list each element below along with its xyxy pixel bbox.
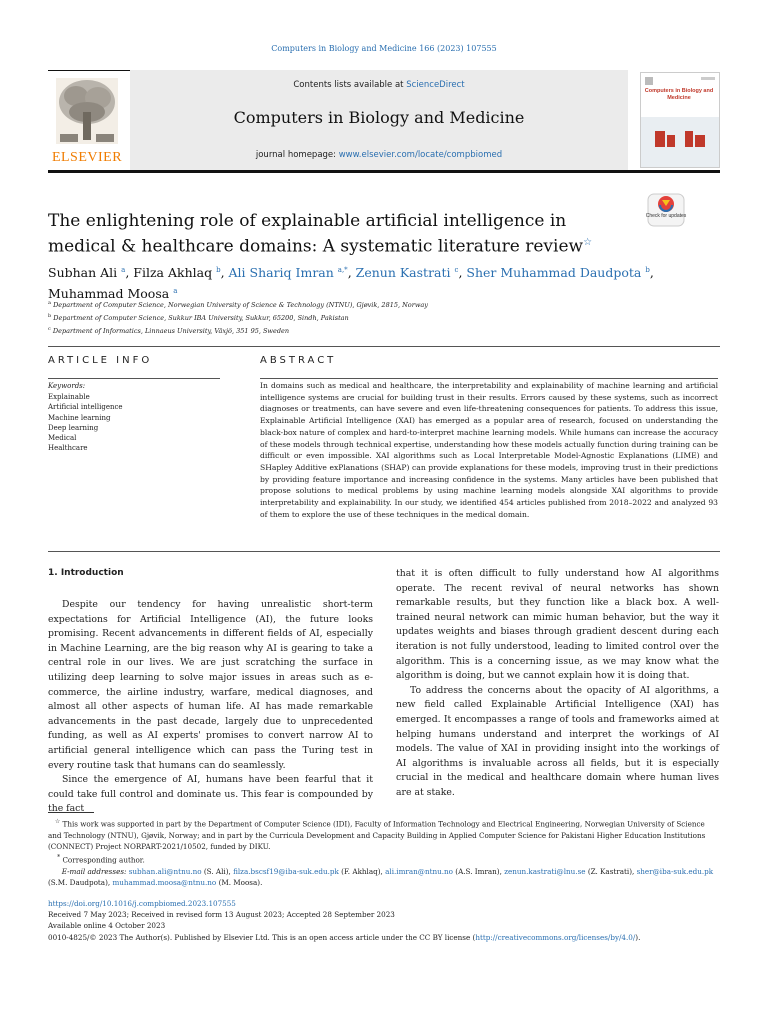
paragraph: Despite our tendency for having unrealistic short-term expectations for Artificial Intelligence (AI), the future looks promising. Recent advancements in different fields of AI, especially in Machine Learning, are the big reason why AI is gearing to take a central role in our lives. We are just scratching the surface in utilizing deep learning to solve major issues in areas such as e-commerce, the airline industry, warfare, medical diagnoses, and almost all other aspects of human life. AI has made remarkable advancements in the past decade, largely due to unprecedented funding, as well as AI experts' promises to convert narrow AI to artificial general intelligence which can pass the Turing test in every routine task that humans can do seamlessly. <box>48 599 373 771</box>
body-column-left <box>48 598 373 817</box>
journal-cover-thumbnail[interactable] <box>640 72 720 168</box>
article-info-rule <box>48 378 220 379</box>
license-link[interactable]: http://creativecommons.org/licenses/by/4.0/ <box>475 932 636 942</box>
sciencedirect-link[interactable]: ScienceDirect <box>406 80 465 90</box>
article-title <box>48 210 638 258</box>
email-link[interactable]: filza.bscsf19@iba-suk.edu.pk <box>233 866 339 876</box>
contents-available-line <box>130 80 628 90</box>
available-online: Available online 4 October 2023 <box>48 921 166 931</box>
affiliation: $^c$ Department of Informatics, Linnaeus University, Växjö, 351 95, Sweden <box>48 326 290 336</box>
license-line: 0010-4825/© 2023 The Author(s). Published by Elsevier Ltd. This is an open access article under the CC BY license (http://creativecommons.org/licenses/by/4.0/). <box>48 932 641 942</box>
email-link[interactable]: sher@iba-suk.edu.pk <box>636 866 714 876</box>
check-for-updates-icon[interactable] <box>646 192 686 228</box>
footnotes <box>48 816 720 888</box>
author-link[interactable]: Sher Muhammad Daudpota $^b$ <box>466 265 650 281</box>
email-link[interactable]: zenun.kastrati@lnu.se <box>504 866 586 876</box>
email-footnote: E-mail addresses: subhan.ali@ntnu.no (S. Ali), filza.bscsf19@iba-suk.edu.pk (F. Akhlaq), ali.imran@ntnu.no (A.S. Imran), zenun.kastrati@lnu.se (Z. Kastrati), sher@iba-suk.edu.pk (S.M. Daudpota), muhammad.moosa@ntnu.no (M. Moosa). <box>48 866 714 887</box>
author: Filza Akhlaq $^b$ <box>133 265 221 281</box>
funding-footnote: ☆ This work was supported in part by the Department of Computer Science (IDI), Faculty of Information Technology and Electrical Engineering, Norwegian University of Science and Technology (NTNU), Gjøvik, Norway; and in part by the Curricula Development and Capacity Building in Applied Computer Science for Pakistani Higher Education Institutions (CONNECT) Project NORPART-2021/10502, funded by DIKU. <box>48 818 706 851</box>
author-link[interactable]: Ali Shariq Imran $^{a,*}$ <box>228 265 348 281</box>
contents-prefix: Contents lists available at <box>293 80 407 90</box>
author: Subhan Ali $^a$ <box>48 265 126 281</box>
keywords-label: Keywords: <box>48 382 86 390</box>
email-link[interactable]: subhan.ali@ntnu.no <box>128 866 202 876</box>
article-info-top-rule <box>48 346 720 347</box>
elsevier-wordmark: ELSEVIER <box>51 150 123 165</box>
paragraph: that it is often difficult to fully understand how AI algorithms operate. The recent revival of neural networks has shown remarkable results, but they function like a black box. A well-trained neural network can mimic human behavior, but the way it updates weights and biases through gradient descent during each iteration is not fully understood, leading to limited control over the algorithm. This is a concerning issue, as we may know what the algorithm is doing, but we cannot explain how it is doing that. <box>396 568 719 682</box>
check-for-updates-label: Check for updates <box>645 213 687 219</box>
journal-reference[interactable]: Computers in Biology and Medicine 166 (2023) 107555 <box>271 44 497 53</box>
publication-info <box>48 898 728 943</box>
footnote-rule <box>48 812 94 813</box>
body-column-right <box>396 567 719 801</box>
abstract-heading: ABSTRACT <box>260 355 337 366</box>
journal-homepage-link[interactable]: www.elsevier.com/locate/compbiomed <box>338 150 503 160</box>
affiliation: $^a$ Department of Computer Science, Norwegian University of Science & Technology (NTNU), Gjøvik, 2815, Norway <box>48 300 428 310</box>
author: Muhammad Moosa $^a$ <box>48 286 178 302</box>
paragraph: To address the concerns about the opacity of AI algorithms, a new field called Explainable Artificial Intelligence (XAI) has emerged. It encompasses a range of tools and frameworks aimed at helping humans understand and interpret the workings of AI models. The value of XAI in providing insight into the workings of AI algorithms is invaluable across all fields, but it is especially crucial in the medical and healthcare domain where human lives are at stake. <box>396 684 719 798</box>
article-title-text: The enlightening role of explainable artificial intelligence in medical & healthcare domains: A systematic literature review <box>48 211 584 257</box>
corresponding-footnote: * Corresponding author. <box>57 854 145 865</box>
author-list: Subhan Ali $^a$, Filza Akhlaq $^b$, Ali Shariq Imran $^{a,*}$, Zenun Kastrati $^c$, Sher Muhammad Daudpota $^b$, Muhammad Moosa $^a$ <box>48 265 654 302</box>
cover-journal-title: Computers in Biology and Medicine <box>644 88 714 101</box>
article-info-heading: ARTICLE INFO <box>48 355 153 366</box>
author-link[interactable]: Zenun Kastrati $^c$ <box>355 265 459 281</box>
title-footnote-star[interactable]: ☆ <box>583 237 593 248</box>
keyword: Medical <box>48 434 77 443</box>
abstract-text: In domains such as medical and healthcare, the interpretability and explainability of machine learning and artificial intelligence systems are crucial for building trust in their results. Errors caused by these systems, such as incorrect diagnoses or treatments, can have severe and even life-threatening consequences for patients. To address this issue, Explainable Artificial Intelligence (XAI) has emerged as a popular area of research, focused on understanding the black-box nature of complex and hard-to-interpret machine learning models. While humans can increase the accuracy of these models through technical expertise, understanding how these models actually function during training can be difficult or even impossible. XAI algorithms such as Local Interpretable Model-Agnostic Explanations (LIME) and SHapley Additive exPlanations (SHAP) can provide explanations for these models, improving trust in their predictions by providing feature importance and increasing confidence in the systems. Many articles have been published that propose solutions to medical problems by using machine learning models alongside XAI algorithms to provide interpretability and explainability. In our study, we identified 454 articles published from 2018–2022 and analyzed 93 of them to explore the use of these techniques in the medical domain. <box>260 381 718 519</box>
keyword-list <box>48 392 248 454</box>
homepage-prefix: journal homepage: <box>255 150 339 160</box>
doi-link[interactable]: https://doi.org/10.1016/j.compbiomed.2023.107555 <box>48 899 236 908</box>
email-link[interactable]: ali.imran@ntnu.no <box>385 866 453 876</box>
header-bottom-rule <box>48 170 720 173</box>
affiliations <box>48 298 708 337</box>
email-link[interactable]: muhammad.moosa@ntnu.no <box>112 877 217 887</box>
keyword: Machine learning <box>48 413 111 422</box>
journal-name: Computers in Biology and Medicine <box>233 108 525 127</box>
abstract-bottom-rule <box>48 551 720 552</box>
abstract-rule <box>260 378 718 379</box>
keyword: Healthcare <box>48 444 88 453</box>
keyword: Artificial intelligence <box>48 403 123 412</box>
introduction-heading: 1. Introduction <box>48 568 124 578</box>
journal-homepage-line <box>130 150 628 160</box>
affiliation: $^b$ Department of Computer Science, Sukkur IBA University, Sukkur, 65200, Sindh, Pakistan <box>48 313 349 323</box>
keyword: Explainable <box>48 393 90 401</box>
keyword: Deep learning <box>48 423 99 432</box>
paragraph: Since the emergence of AI, humans have been fearful that it could take full control and dominate us. This fear is compounded by the fact <box>48 774 373 815</box>
received-dates: Received 7 May 2023; Received in revised form 13 August 2023; Accepted 28 September 2023 <box>48 910 395 920</box>
